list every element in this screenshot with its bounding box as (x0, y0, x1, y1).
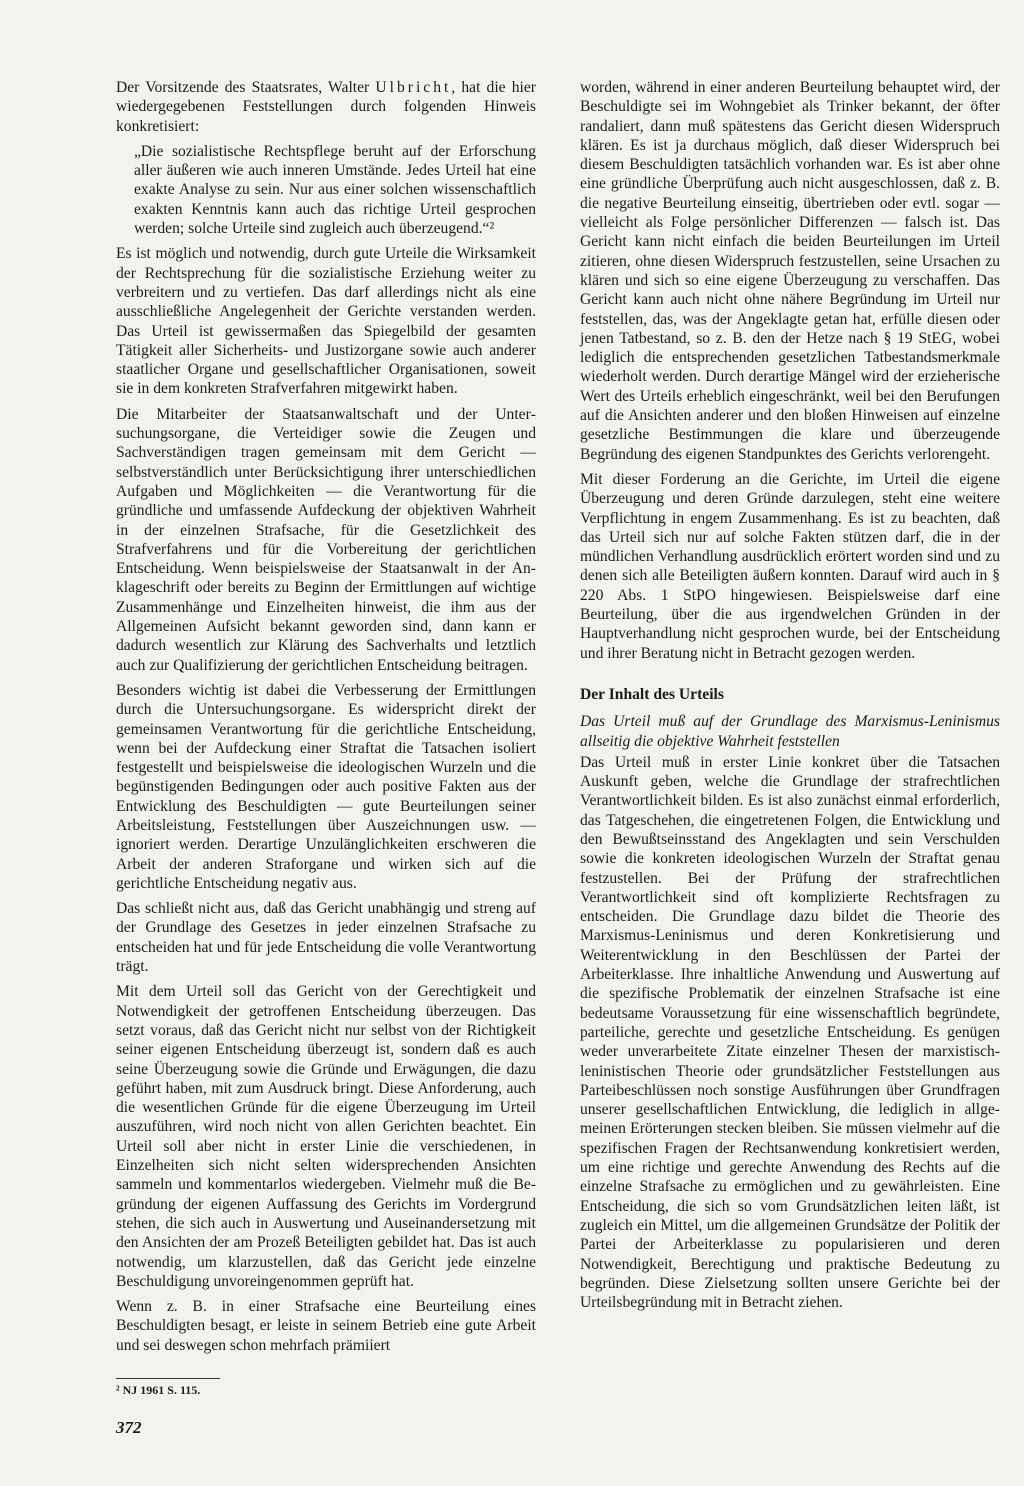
paragraph: worden, während in einer anderen Beurteilung behauptet wird, der Beschuldigte sei im Wohngebiet als Trinker bekannt, der öfter randaliert, dann muß spätestens das Gericht diesen Widerspruch klären. Es ist ja durchaus möglich, daß dieser Widerspruch bei diesem Beschuldigten tatsächlich vorhanden war. Es ist aber ohne eine gründliche Überprüfung auch nicht ausgeschlossen, daß z. B. die negative Beurteilung einseitig, übertrieben oder evtl. sogar — vielleicht als Folge persönlicher Differenzen — falsch ist. Das Gericht kann nicht einfach die beiden Beurteilungen im Urteil zitieren, ohne diesen Widerspruch festzustellen, seine Ursachen zu klären und sich so eine eigene Überzeugung zu verschaffen. Das Gericht kann auch nicht ohne nähere Begründung im Urteil nur feststellen, das, was der Angeklagte getan hat, erfülle diesen oder jenen Tatbestand, so z. B. den der Hetze nach § 19 StEG, wobei lediglich die entsprechenden gesetzlichen Tatbestandsmerkmale wiederholt werden. Durch derartige Mängel wird der erzieherische Wert des Urteils erheblich eingeschränkt, weil bei den Berufungen auf die Ansichten anderer und den bloßen Hinweisen auf einzelne gesetzliche Bestimmungen die klare und überzeugende Begründung des eigenen Standpunktes des Gerichts verlorengeht. (580, 79, 1000, 463)
text-run: , hat die hier wiedergegebenen Feststellungen durch folgenden Hinweis konkretisiert: (116, 79, 536, 135)
paragraph: Mit dieser Forderung an die Gerichte, im Urteil die eigene Überzeugung und deren Gründe darzulegen, steht eine weitere Verpflichtung in engem Zusammenhang. Es ist zu beachten, daß das Urteil sich nur auf solche Fakten stützen darf, die in der mündlichen Verhandlung ausdrücklich erörtert worden sind und zu denen sich alle Beteiligten äußern konnten. Darauf wird auch in § 220 Abs. 1 StPO hingewiesen. Beispielsweise darf eine Beurteilung, über die aus irgendwelchen Gründen in der Hauptverhandlung nicht gesprochen wurde, bei der Entscheidung und ihrer Beratung nicht in Betracht gezogen werden. (580, 470, 1000, 662)
footnote: ² NJ 1961 S. 115. (116, 1383, 201, 1397)
page-number: 372 (116, 1418, 142, 1437)
section-heading: Der Inhalt des Urteils (580, 685, 724, 703)
paragraph: Es ist möglich und notwendig, durch gute Urteile die Wirksamkeit der Rechtsprechung für die sozialistische Erziehung weiter zu verbreitern und zu vertiefen. Das darf allerdings nicht als eine ausschließliche Angelegenheit der Gerichte verstanden werden. Das Urteil ist gewissermaßen das Spiegelbild der gesamten Tätigkeit aller Sicherheits- und Justizorgane sowie auch anderer staatlicher Organe und gesellschaftlicher Organisationen, soweit sie in dem konkreten Strafverfahren mitgewirkt haben. (116, 245, 536, 398)
paragraph: Das Urteil muß in erster Linie konkret über die Tatsachen Auskunft geben, welche die Grundlage der strafrechtlichen Verantwortlichkeit bilden. Es ist also zunächst einmal erforderlich, das Tatgeschehen, die eingetretenen Folgen, die Entwicklung und den Bewußtseinsstand des Angeklagten und sein Verschulden sowie die konkreten ideologischen Wurzeln der Straftat genau festzustellen. Bei der Prüfung der strafrechtlichen Verantwortlichkeit sind oft komplizierte Rechtsfragen zu entscheiden. Die Grundlage dazu bildet die Theorie des Marxismus-Leninismus und deren Konkretisierung und Weiterentwicklung in den Beschlüssen der Partei der Arbeiterklasse. Ihre inhaltliche Anwendung und Auswertung auf die spezifische Problematik der einzelnen Strafsache ist eine bedeutsame Voraussetzung für eine wissenschaftlich begründete, parteiliche, gerechte und gesetzliche Entscheidung. Es genügen weder unverarbeitete Zitate einzelner Thesen der marxistisch-leninistischen Theorie oder grundsätzlicher Feststellungen aus Parteibeschlüssen noch sonstige Ausführungen über Grundfragen unserer gesellschaftlichen Entwicklung, die lediglich in allgemeinen Erörterungen stecken bleiben. Sie müssen vielmehr auf die spezifischen Fragen der Rechtsanwendung konkretisiert werden, um eine richtige und gerechte Anwendung des Rechts auf die einzelne Strafsache zu ermöglichen und zu gewährleisten. Eine Entscheidung, die sich so vom Grundsätzlichen leiten läßt, ist zugleich ein Mittel, um die allgemeinen Grundsätze der Politik der Partei der Arbeiterklasse zu popularisieren und deren Notwendigkeit, Berechtigung und praktische Bedeutung zu begründen. Diese Zielsetzung sollten unsere Gerichte bei der Urteilsbegründung mit in Betracht ziehen. (580, 753, 1000, 1312)
paragraph: Besonders wichtig ist dabei die Verbesserung der Ermittlungen durch die Untersuchungsorgane. Es widerspricht direkt der gemeinsamen Verantwortung für die gerichtliche Entscheidung, wenn bei der Aufdeckung einer Straftat die Tatsachen isoliert festgestellt und beispielsweise die ideologischen Wurzeln und die begünstigenden Bedingungen oder auch positive Fakten aus der Entwicklung des Beschuldigten — gute Beurteilungen seiner Arbeitsleistung, Feststellungen über Auszeichnungen usw. — ignoriert werden. Derartige Unzulänglichkeiten erschweren die Arbeit der anderen Straforgane und wirken sich auf die gerichtliche Entscheidung negativ aus. (116, 681, 536, 892)
quotation: „Die sozialistische Rechtspflege beruht auf der Erforschung aller äußeren wie auch inneren Umstände. Jedes Urteil hat eine exakte Analyse zu sein. Nur aus einer solchen wissenschaftlich exakten Kenntnis kann auch das richtige Urteil gesprochen werden; solche Urteile sind zugleich auch überzeugend.“² (134, 142, 536, 238)
person-name: Ulbricht (375, 79, 452, 96)
text-run: Der Vorsitzende des Staatsrates, Walter (116, 79, 376, 96)
right-column (580, 78, 1000, 1318)
paragraph: Das schließt nicht aus, daß das Gericht unabhängig und streng auf der Grundlage des Gesetzes in jeder einzelnen Strafsache zu entscheiden hat und für jede Entscheidung die volle Verantwortung trägt. (116, 900, 536, 976)
paragraph (116, 78, 536, 136)
footnote-divider (116, 1378, 220, 1379)
paragraph: Wenn z. B. in einer Strafsache eine Beurteilung eines Beschuldigten besagt, er leiste in seinem Betrieb eine gute Arbeit und sei deswegen schon mehrfach prämiiert (116, 1298, 536, 1354)
section-subtitle: Das Urteil muß auf der Grundlage des Marxismus-Leninismus allseitig die objektive Wahrheit feststellen (580, 713, 1000, 750)
paragraph: Mit dem Urteil soll das Gericht von der Gerechtigkeit und Notwendigkeit der getroffenen Entscheidung überzeugen. Das setzt voraus, daß das Gericht nicht nur selbst von der Richtigkeit seiner eigenen Entscheidung überzeugt ist, sondern daß es auch seine Überzeugung sowie die Gründe und Erwägungen, die dazu geführt haben, mit zum Ausdruck bringt. Diese Anforderung, auch die wesentlichen Gründe für die eigene Überzeugung im Urteil auszuführen, wird noch nicht von allen Gerichten beachtet. Ein Urteil soll aber nicht in erster Linie die verschiedenen, in Einzelheiten sich nicht selten widersprechenden Ansichten sammeln und kommentarlos wiedergeben. Vielmehr muß die Begründung der eigenen Auffassung des Gerichts im Vordergrund stehen, die sich auch in Auswertung und Auseinandersetzung mit den Ansichten der am Prozeß Beteiligten gebildet hat. Das ist auch notwendig, um klarzustellen, daß das Gericht jede einzelne Beschuldigung unvoreingenommen geprüft hat. (116, 983, 536, 1290)
left-column (116, 78, 536, 1361)
paragraph: Die Mitarbeiter der Staatsanwaltschaft und der Untersuchungsorgane, die Verteidiger sowie die Zeugen und Sachverständigen tragen gemeinsam mit dem Gericht — selbstverständlich unter Berücksichtigung ihrer unterschiedlichen Aufgaben und Möglichkeiten — die Verantwortung für die gründliche und umfassende Aufdeckung der objektiven Wahrheit in der einzelnen Strafsache, für die Gesetzlichkeit des Strafverfahrens und für die Vorbereitung der gerichtlichen Entscheidung. Wenn beispielsweise der Staatsanwalt in der Anklageschrift oder bereits zu Beginn der Ermittlungen auf wichtige Zusammenhänge und Einzelheiten hinweist, die ihm aus der Allgemeinen Aufsicht bekannt geworden sind, dann kann er dadurch wesentlich zur Klärung des Sachverhalts und letztlich auch zur Qualifizierung der gerichtlichen Entscheidung beitragen. (116, 405, 536, 674)
